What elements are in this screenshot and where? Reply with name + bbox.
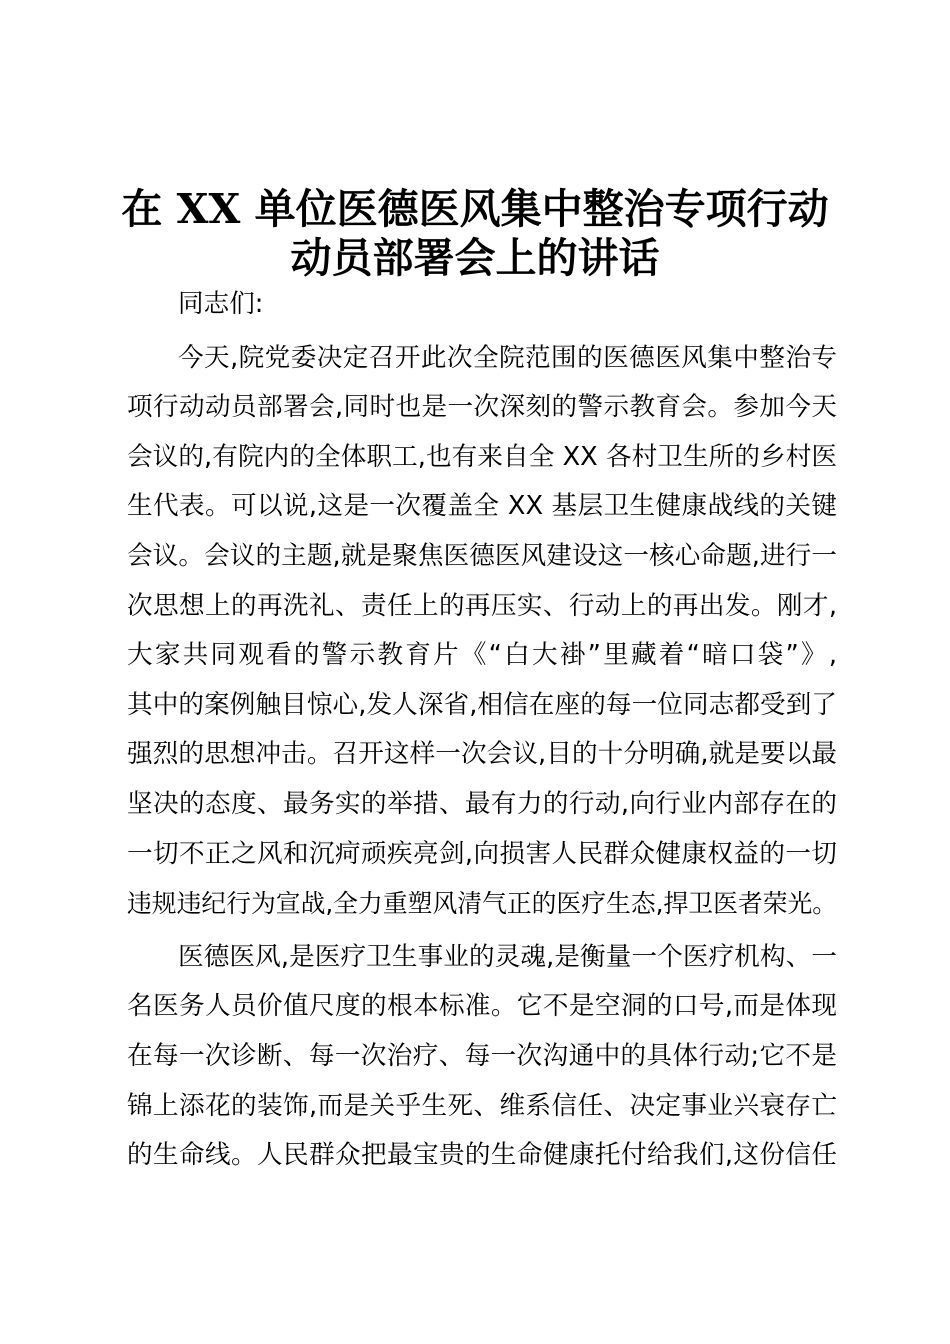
paragraph-line: 会议的,有院内的全体职工,也有来自全 XX 各村卫生所的乡村医 bbox=[127, 441, 837, 472]
paragraph-line: 会议。会议的主题,就是聚焦医德医风建设这一核心命题,进行一 bbox=[127, 540, 837, 571]
document-title-line-2: 动员部署会上的讲话 bbox=[290, 234, 660, 282]
paragraph-line: 在每一次诊断、每一次治疗、每一次沟通中的具体行动;它不是 bbox=[127, 1040, 837, 1071]
paragraph-2 bbox=[127, 933, 837, 1181]
paragraph-line: 今天,院党委决定召开此次全院范围的医德医风集中整治专 bbox=[178, 342, 837, 373]
paragraph-line: 其中的案例触目惊心,发人深省,相信在座的每一位同志都受到了 bbox=[127, 689, 837, 720]
paragraph-line: 的生命线。人民群众把最宝贵的生命健康托付给我们,这份信任 bbox=[127, 1140, 837, 1171]
paragraph-line: 一切不正之风和沉疴顽疾亮剑,向损害人民群众健康权益的一切 bbox=[127, 838, 837, 869]
paragraph-line: 坚决的态度、最务实的举措、最有力的行动,向行业内部存在的 bbox=[127, 788, 837, 819]
paragraph-1 bbox=[127, 334, 837, 929]
document-title-line-1: 在 XX 单位医德医风集中整治专项行动 bbox=[121, 185, 829, 233]
paragraph-line: 大家共同观看的警示教育片《“白大褂”里藏着“暗口袋”》, bbox=[127, 640, 837, 671]
paragraph-line: 次思想上的再洗礼、责任上的再压实、行动上的再出发。刚才, bbox=[127, 590, 837, 621]
salutation: 同志们: bbox=[178, 289, 264, 319]
document-body bbox=[127, 280, 837, 1181]
paragraph-line: 名医务人员价值尺度的根本标准。它不是空洞的口号,而是体现 bbox=[127, 991, 837, 1022]
paragraph-line: 违规违纪行为宣战,全力重塑风清气正的医疗生态,捍卫医者荣光。 bbox=[127, 889, 838, 919]
paragraph-line: 医德医风,是医疗卫生事业的灵魂,是衡量一个医疗机构、一 bbox=[178, 941, 837, 972]
paragraph-line: 生代表。可以说,这是一次覆盖全 XX 基层卫生健康战线的关键 bbox=[127, 491, 837, 522]
paragraph-line: 强烈的思想冲击。召开这样一次会议,目的十分明确,就是要以最 bbox=[127, 739, 837, 770]
paragraph-line: 项行动动员部署会,同时也是一次深刻的警示教育会。参加今天 bbox=[127, 392, 837, 423]
paragraph-line: 锦上添花的装饰,而是关乎生死、维系信任、决定事业兴衰存亡 bbox=[127, 1090, 837, 1121]
